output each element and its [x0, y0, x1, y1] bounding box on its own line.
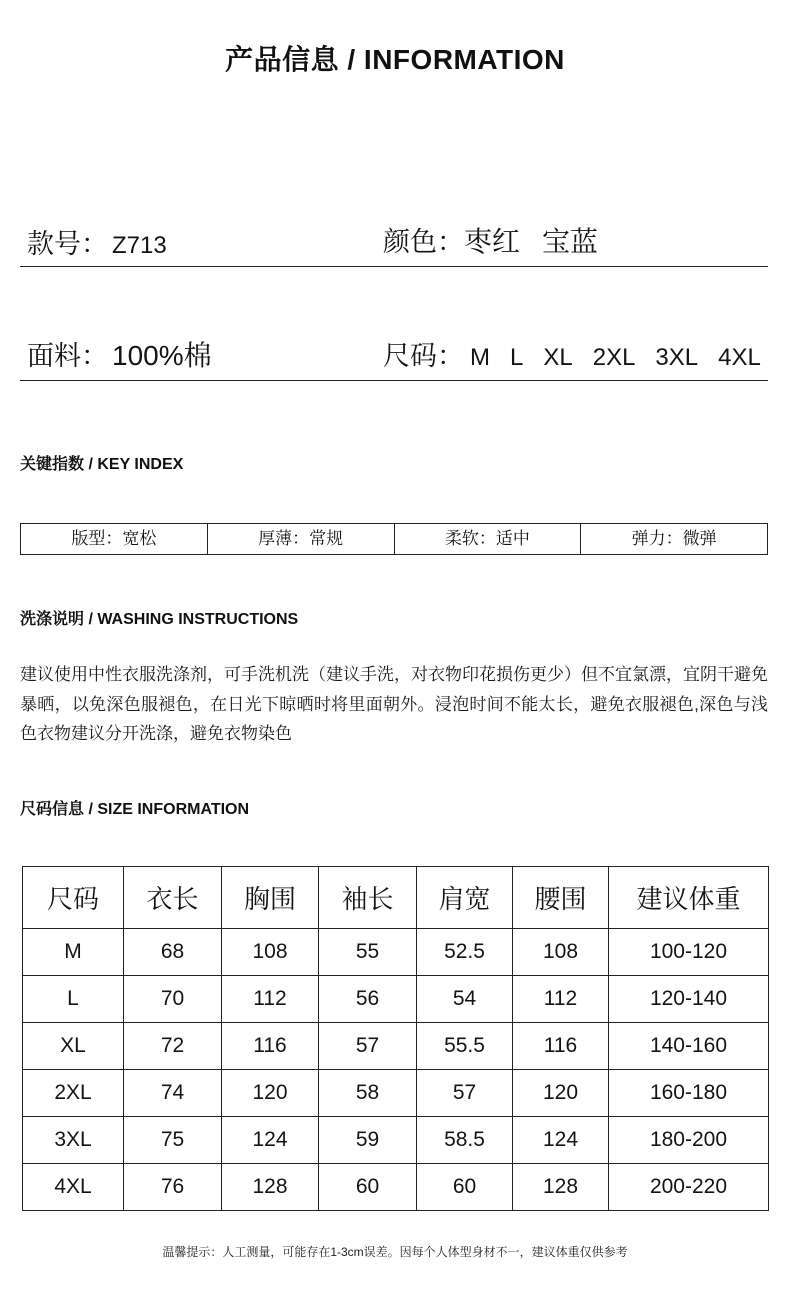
- table-cell: 120: [222, 1070, 319, 1117]
- table-cell: 74: [124, 1070, 222, 1117]
- style-number-value: Z713: [112, 232, 167, 259]
- table-cell: 140-160: [609, 1023, 769, 1070]
- table-cell: 120: [513, 1070, 609, 1117]
- size-table-header-row: [23, 867, 769, 929]
- style-number: [27, 222, 167, 261]
- table-cell: 58: [319, 1070, 417, 1117]
- size-option: XL: [543, 344, 573, 371]
- key-index-softness: 柔软：适中: [394, 524, 581, 554]
- style-number-label: 款号：: [27, 229, 108, 259]
- color-option: 宝蓝: [542, 226, 599, 257]
- table-cell: 112: [222, 976, 319, 1023]
- table-cell: 108: [513, 929, 609, 976]
- size-list: [470, 344, 761, 372]
- table-cell: 55: [319, 929, 417, 976]
- table-cell: 128: [513, 1164, 609, 1211]
- key-index-heading: 关键指数 / KEY INDEX: [20, 456, 184, 473]
- table-row: [23, 1023, 769, 1070]
- table-cell: 116: [513, 1023, 609, 1070]
- table-cell: 55.5: [417, 1023, 513, 1070]
- color-label: 颜色：: [383, 227, 464, 257]
- table-cell: 52.5: [417, 929, 513, 976]
- fabric-label: 面料：: [27, 341, 108, 371]
- table-cell: 68: [124, 929, 222, 976]
- table-cell: 57: [319, 1023, 417, 1070]
- size-option: 2XL: [592, 344, 636, 371]
- size-option: 4XL: [718, 344, 761, 371]
- table-row: [23, 929, 769, 976]
- size-table: [22, 866, 769, 1211]
- size-table-header-cell: 袖长: [319, 867, 417, 929]
- table-cell: 100-120: [609, 929, 769, 976]
- table-row: [23, 1164, 769, 1211]
- washing-instructions-text: 建议使用中性衣服洗涤剂，可手洗机洗（建议手洗，对衣物印花损伤更少）但不宜氯漂，宜阴干避免暴晒，以免深色服褪色，在日光下晾晒时将里面朝外。浸泡时间不能太长，避免衣服褪色,深色与浅色衣物建议分开洗涤，避免衣物染色: [20, 665, 768, 743]
- size-info-heading: 尺码信息 / SIZE INFORMATION: [20, 801, 250, 818]
- table-cell: 2XL: [23, 1070, 124, 1117]
- table-cell: 3XL: [23, 1117, 124, 1164]
- table-cell: M: [23, 929, 124, 976]
- table-cell: 180-200: [609, 1117, 769, 1164]
- size-label: 尺码：: [383, 341, 464, 371]
- table-row: [23, 1070, 769, 1117]
- table-cell: 116: [222, 1023, 319, 1070]
- table-cell: 75: [124, 1117, 222, 1164]
- size-table-header-cell: 腰围: [513, 867, 609, 929]
- page-title: 产品信息 / INFORMATION: [225, 44, 565, 75]
- washing-heading: 洗涤说明 / WASHING INSTRUCTIONS: [20, 611, 299, 628]
- table-row: [23, 1117, 769, 1164]
- size-table-header-cell: 肩宽: [417, 867, 513, 929]
- table-cell: 72: [124, 1023, 222, 1070]
- table-cell: 54: [417, 976, 513, 1023]
- table-cell: 200-220: [609, 1164, 769, 1211]
- table-cell: 60: [319, 1164, 417, 1211]
- color-info: [383, 220, 620, 260]
- table-cell: 59: [319, 1117, 417, 1164]
- size-info: [383, 334, 761, 373]
- color-list: [464, 220, 620, 260]
- table-cell: 124: [222, 1117, 319, 1164]
- table-cell: 4XL: [23, 1164, 124, 1211]
- footer-note: 温馨提示：人工测量，可能存在1-3cm误差。因每个人体型身材不一，建议体重仅供参考: [162, 1245, 628, 1259]
- table-cell: 57: [417, 1070, 513, 1117]
- table-cell: L: [23, 976, 124, 1023]
- table-cell: 58.5: [417, 1117, 513, 1164]
- table-cell: 56: [319, 976, 417, 1023]
- table-cell: 70: [124, 976, 222, 1023]
- table-cell: 124: [513, 1117, 609, 1164]
- size-option: M: [470, 344, 490, 371]
- table-cell: 120-140: [609, 976, 769, 1023]
- table-cell: 128: [222, 1164, 319, 1211]
- fabric-info: [27, 334, 212, 374]
- size-option: L: [510, 344, 524, 371]
- table-cell: 108: [222, 929, 319, 976]
- divider: [20, 380, 768, 381]
- fabric-value: 100%棉: [112, 340, 212, 371]
- table-cell: 60: [417, 1164, 513, 1211]
- key-index-box: [20, 523, 768, 555]
- table-cell: 112: [513, 976, 609, 1023]
- key-index-fit: 版型：宽松: [71, 529, 157, 548]
- table-cell: XL: [23, 1023, 124, 1070]
- size-table-header-cell: 尺码: [23, 867, 124, 929]
- size-table-header-cell: 建议体重: [609, 867, 769, 929]
- key-index-elasticity: 弹力：微弹: [580, 524, 767, 554]
- table-cell: 160-180: [609, 1070, 769, 1117]
- table-row: [23, 976, 769, 1023]
- size-option: 3XL: [655, 344, 699, 371]
- key-index-thickness: 厚薄：常规: [207, 524, 394, 554]
- color-option: 枣红: [464, 226, 521, 257]
- table-cell: 76: [124, 1164, 222, 1211]
- divider: [20, 266, 768, 267]
- size-table-header-cell: 衣长: [124, 867, 222, 929]
- size-table-header-cell: 胸围: [222, 867, 319, 929]
